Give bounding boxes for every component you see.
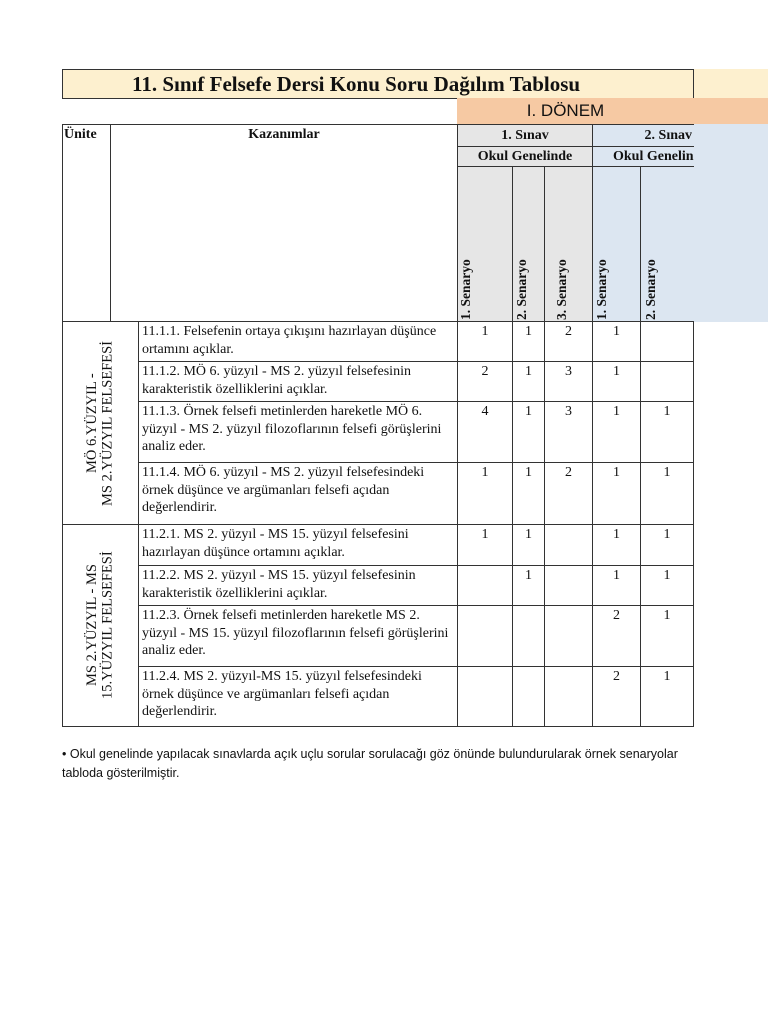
table-title: 11. Sınıf Felsefe Dersi Konu Soru Dağılım Tablosu xyxy=(62,69,694,99)
outcome-text: 11.2.3. Örnek felsefi metinlerden hareketle MS 2. yüzyıl - MS 15. yüzyıl filozoflarının felsefi görüşlerini analiz eder. xyxy=(138,605,458,667)
table-cell: 1 xyxy=(457,462,513,525)
table-cell: 1 xyxy=(592,321,641,362)
table-cell: 1 xyxy=(457,524,513,566)
outcome-text: 11.1.1. Felsefenin ortaya çıkışını hazırlayan düşünce ortamını açıklar. xyxy=(138,321,458,362)
outcome-text: 11.2.1. MS 2. yüzyıl - MS 15. yüzyıl felsefesini hazırlayan düşünce ortamını açıklar. xyxy=(138,524,458,566)
outcome-text: 11.1.3. Örnek felsefi metinlerden hareketle MÖ 6. yüzyıl - MS 2. yüzyıl filozoflarının felsefi görüşlerini analiz eder. xyxy=(138,401,458,463)
period-header: I. DÖNEM xyxy=(457,98,768,125)
table-cell: 1 xyxy=(512,565,545,606)
unit-name: MS 2.YÜZYIL FELSEFESİ xyxy=(99,340,116,506)
table-cell: 1 xyxy=(640,524,694,566)
table-cell xyxy=(457,565,513,606)
table-cell: 2 xyxy=(592,605,641,667)
outcomes-header-cell xyxy=(110,124,458,322)
table-cell: 1 xyxy=(640,565,694,606)
table-cell xyxy=(544,565,593,606)
table-cell: 1 xyxy=(592,401,641,463)
table-cell: 1 xyxy=(640,401,694,463)
unit-cell-1 xyxy=(62,321,139,525)
table-cell xyxy=(544,605,593,667)
table-cell: 1 xyxy=(512,321,545,362)
table-cell: 1 xyxy=(512,524,545,566)
table-cell: 1 xyxy=(512,401,545,463)
exam1-header: 1. Sınav xyxy=(457,124,593,147)
table-cell: 4 xyxy=(457,401,513,463)
table-cell: 3 xyxy=(544,401,593,463)
outcome-text: 11.1.2. MÖ 6. yüzyıl - MS 2. yüzyıl felsefesinin karakteristik özelliklerini açıklar. xyxy=(138,361,458,402)
exam2-header: 2. Sınav xyxy=(592,124,694,147)
table-cell: 3 xyxy=(544,361,593,402)
unit-header: Ünite xyxy=(62,124,111,322)
scenario-label: 3. Senaryo xyxy=(554,259,569,320)
table-cell: 1 xyxy=(640,666,694,727)
table-cell: 1 xyxy=(592,565,641,606)
table-cell xyxy=(640,361,694,402)
table-cell: 1 xyxy=(640,605,694,667)
table-cell: 2 xyxy=(592,666,641,727)
table-cell: 1 xyxy=(640,462,694,525)
table-cell: 2 xyxy=(544,321,593,362)
scenario-label: 1. Senaryo xyxy=(458,259,473,320)
table-cell xyxy=(512,666,545,727)
scenario-label: 2. Senaryo xyxy=(643,259,658,320)
table-cell xyxy=(457,605,513,667)
scenario-label: 2. Senaryo xyxy=(514,259,529,320)
outcomes-header: Kazanımlar xyxy=(248,127,320,142)
unit-cell-2 xyxy=(62,524,139,727)
exam1-school-wide: Okul Genelinde xyxy=(457,146,593,167)
outcome-text: 11.2.4. MS 2. yüzyıl-MS 15. yüzyıl felsefesindeki örnek düşünce ve argümanları felsefi açıdan değerlendirir. xyxy=(138,666,458,727)
table-cell: 2 xyxy=(544,462,593,525)
table-cell: 1 xyxy=(592,462,641,525)
table-cell: 1 xyxy=(512,462,545,525)
unit-name: MÖ 6.YÜZYIL - xyxy=(84,373,100,473)
exam2-school-wide: Okul Genelin xyxy=(592,146,694,167)
title-band-extension xyxy=(694,69,768,99)
table-cell xyxy=(640,321,694,362)
table-cell xyxy=(544,524,593,566)
table-cell: 1 xyxy=(592,524,641,566)
unit-name: MS 2.YÜZYIL - MS xyxy=(84,564,100,687)
footnote: • Okul genelinde yapılacak sınavlarda açık uçlu sorular sorulacağı göz önünde bulundurularak örnek senaryolar tabloda gösterilmiştir. xyxy=(62,747,678,780)
outcome-text: 11.1.4. MÖ 6. yüzyıl - MS 2. yüzyıl felsefesindeki örnek düşünce ve argümanları felsefi açıdan değerlendirir. xyxy=(138,462,458,525)
table-cell xyxy=(457,666,513,727)
table-cell: 1 xyxy=(457,321,513,362)
table-cell xyxy=(512,605,545,667)
table-cell: 2 xyxy=(457,361,513,402)
table-cell: 1 xyxy=(592,361,641,402)
outcome-text: 11.2.2. MS 2. yüzyıl - MS 15. yüzyıl felsefesinin karakteristik özelliklerini açıklar. xyxy=(138,565,458,606)
unit-name: 15.YÜZYIL FELSEFESİ xyxy=(99,551,116,700)
table-cell xyxy=(544,666,593,727)
table-cell: 1 xyxy=(512,361,545,402)
scenario-label: 1. Senaryo xyxy=(594,259,609,320)
